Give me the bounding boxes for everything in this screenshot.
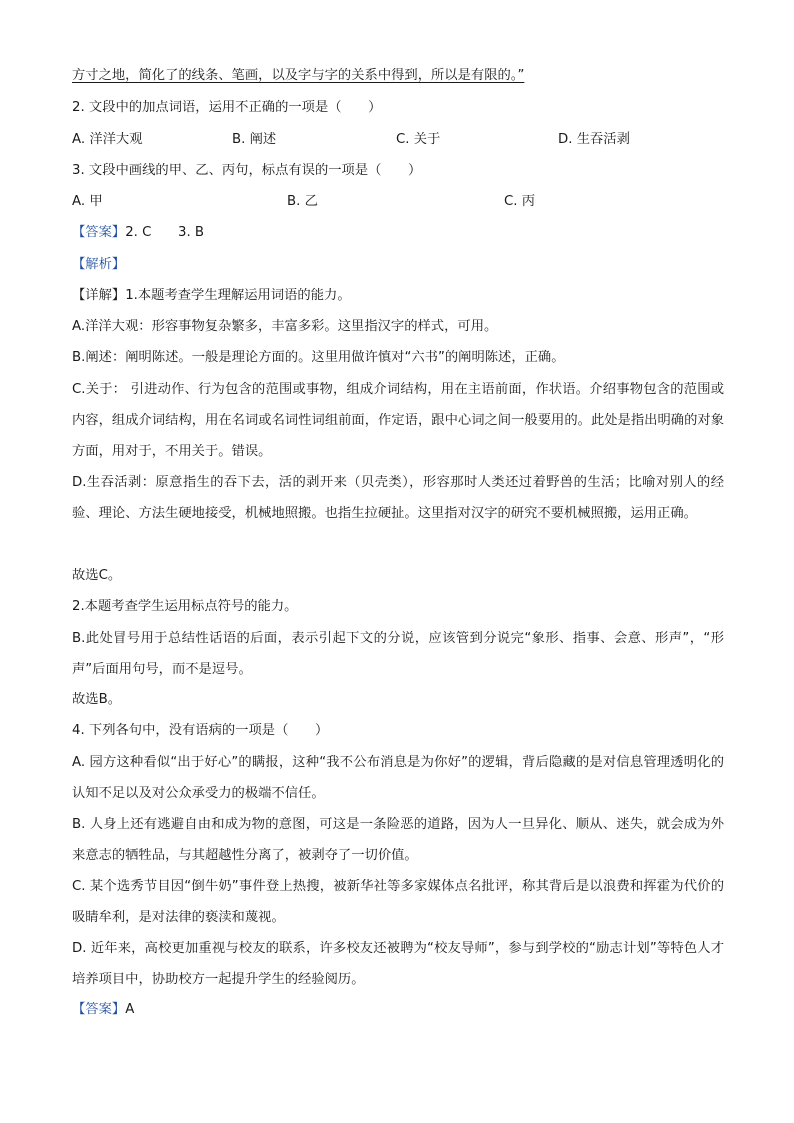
answer-line-1 [72,223,204,243]
explain2-b: B.此处冒号用于总结性话语的后面，表示引起下文的分说，应该管到分说完“象形、指事、会意、形声”，“形声”后面用句号，而不是逗号。 [72,631,724,677]
detail-text: 1.本题考查学生理解运用词语的能力。 [125,288,351,303]
question-2-stem: 2. 文段中的加点词语，运用不正确的一项是（ ） [72,100,382,115]
question-4-option-d: D. 近年来，高校更加重视与校友的联系，许多校友还被聘为“校友导师”，参与到学校的“励志计划”等特色人才培养项目中，协助校方一起提升学生的经验阅历。 [72,941,724,987]
explain-b: B.阐述：阐明陈述。一般是理论方面的。这里用做许慎对“六书”的阐明陈述，正确。 [72,350,565,365]
option-c: C. 丙 [504,194,536,209]
explain-d: D.生吞活剥：原意指生的吞下去，活的剥开来（贝壳类），形容那时人类还过着野兽的生活；比喻对别人的经验、理论、方法生硬地接受，机械地照搬。也指生拉硬扯。这里指对汉字的研究不要机械照搬，运用正确。 [72,475,724,521]
answer-line-2 [72,1000,134,1020]
explain-conclusion: 故选C。 [72,568,122,583]
option-a: A. 甲 [72,194,103,209]
option-c: C. 关于 [396,132,441,147]
question-4-option-b: B. 人身上还有逃避自由和成为物的意图，可这是一条险恶的道路，因为人一旦异化、顺从、迷失，就会成为外来意志的牺牲品，与其超越性分离了，被剥夺了一切价值。 [72,817,724,863]
previous-passage-line: 方寸之地，简化了的线条、笔画，以及字与字的关系中得到，所以是有限的。” [72,68,525,83]
detail-tag: 【详解】 [72,288,126,303]
explain2-intro: 2.本题考查学生运用标点符号的能力。 [72,599,298,614]
option-b: B. 乙 [287,194,318,209]
analysis-heading [72,255,125,275]
option-b: B. 阐述 [232,132,277,147]
explain-a: A.洋洋大观：形容事物复杂繁多，丰富多彩。这里指汉字的样式，可用。 [72,319,498,334]
question-4-option-c: C. 某个选秀节目因“倒牛奶”事件登上热搜，被新华社等多家媒体点名批评，称其背后是以浪费和挥霍为代价的吸睛牟利，是对法律的亵渎和蔑视。 [72,879,724,925]
answer-tag: 【答案】 [72,225,126,240]
detail-line [72,286,351,306]
explain-c: C.关于： 引进动作、行为包含的范围或事物，组成介词结构，用在主语前面，作状语。介绍事物包含的范围或内容，组成介词结构，用在名词或名词性词组前面，作定语，跟中心词之间一般要用的。此处是指出明确的对象方面，用对于，不用关于。错误。 [72,382,724,459]
option-a: A. 洋洋大观 [72,132,143,147]
question-4-stem: 4. 下列各句中，没有语病的一项是（ ） [72,723,329,738]
question-4-option-a: A. 园方这种看似“出于好心”的瞒报，这种“我不公布消息是为你好”的逻辑，背后隐藏的是对信息管理透明化的认知不足以及对公众承受力的极端不信任。 [72,755,724,801]
option-d: D. 生吞活剥 [558,132,630,147]
explain2-conclusion: 故选B。 [72,692,122,707]
answer-tag: 【答案】 [72,1002,126,1017]
answer-text: A [125,1002,135,1017]
analysis-tag: 【解析】 [72,257,126,272]
question-3-stem: 3. 文段中画线的甲、乙、丙句，标点有误的一项是（ ） [72,163,422,178]
answer-text: 2. C 3. B [125,225,205,240]
